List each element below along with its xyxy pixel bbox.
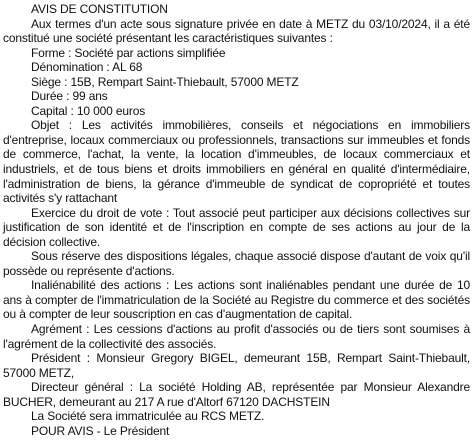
notice-intro: Aux termes d'un acte sous signature privée en date à METZ du 03/10/2024, il a été constitué une société présentant les caractéristiques suivantes :: [3, 16, 470, 46]
notice-forme: Forme : Société par actions simplifiée: [31, 45, 226, 60]
notice-president: Président : Monsieur Gregory BIGEL, demeurant 15B, Rempart Saint-Thiebault, 57000 METZ,: [3, 351, 470, 380]
notice-agrement: Agrément : Les cessions d'actions au profit d'associés ou de tiers sont soumises à l'agrément de la collectivité des associés.: [3, 322, 470, 351]
notice-duree: Durée : 99 ans: [31, 89, 108, 104]
notice-inalienabilite: Inaliénabilité des actions : Les actions sont inaliénables pendant une durée de 10 ans à compter de l'immatriculation de la Société au Registre du commerce et des sociétés ou à compter de leur souscription en cas d'augmentation de capital.: [3, 278, 470, 322]
notice-title: AVIS DE CONSTITUTION: [31, 2, 168, 16]
notice-rcs: La Société sera immatriculée au RCS METZ.: [31, 409, 265, 424]
notice-directeur: Directeur général : La société Holding AB, représentée par Monsieur Alexandre BUCHER, demeurant au 217 A rue d'Altorf 67120 DACHSTEIN: [3, 380, 470, 409]
notice-objet: Objet : Les activités immobilières, conseils et négociations en immobiliers d'entreprise, locaux commerciaux ou professionnels, transactions sur immeubles et fonds de commerce, l'achat, la vente, la location d'immeubles, de locaux commerciaux et industriels, et de tous biens et droits immobiliers en général en qualité d'intermédiaire, l'administration de biens, la gérance d'immeuble de syndicat de copropriété et toutes activités s'y rattachant: [3, 118, 470, 206]
notice-siege: Siège : 15B, Rempart Saint-Thiebault, 57000 METZ: [31, 74, 299, 89]
notice-signature: POUR AVIS - Le Président: [31, 423, 170, 438]
notice-denomination: Dénomination : AL 68: [31, 60, 143, 75]
notice-reserve: Sous réserve des dispositions légales, chaque associé dispose d'autant de voix qu'il possède ou représente d'actions.: [3, 249, 470, 278]
notice-capital: Capital : 10 000 euros: [31, 103, 146, 118]
notice-vote: Exercice du droit de vote : Tout associé peut participer aux décisions collectives sur justification de son identité et de l'inscription en compte de ses actions au jour de la décision collective.: [3, 205, 470, 249]
